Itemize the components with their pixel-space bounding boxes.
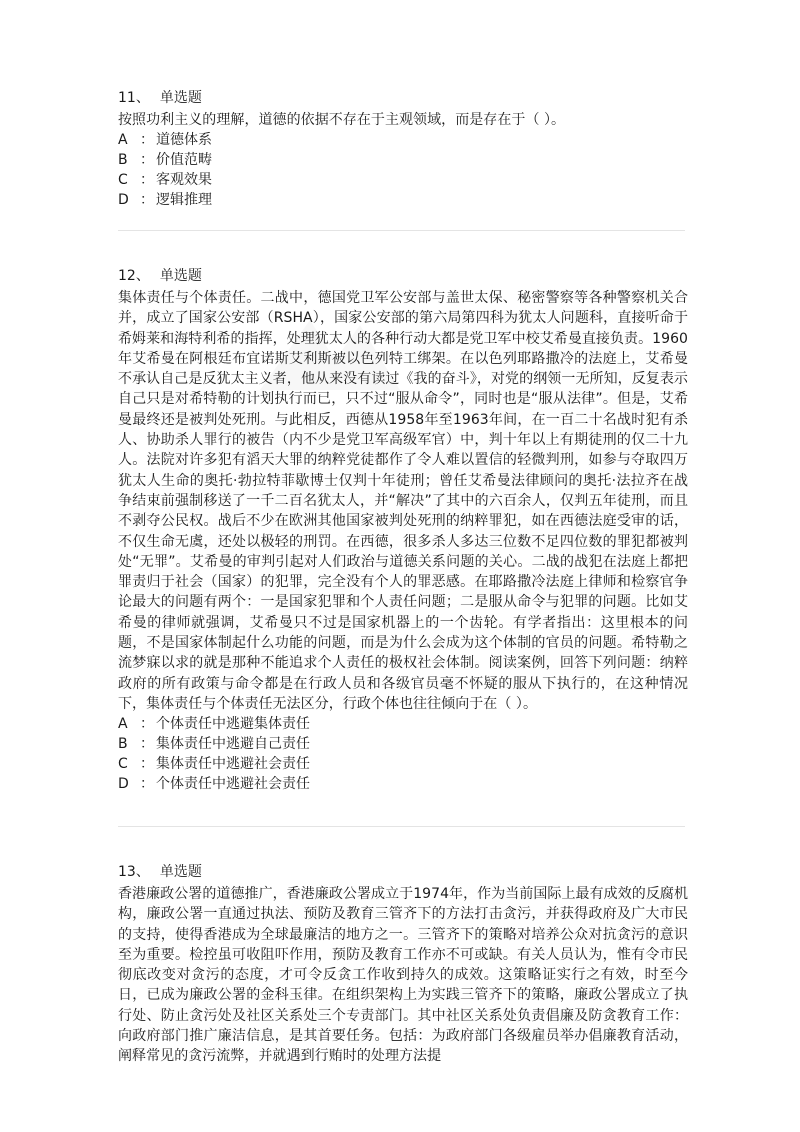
option-letter: C	[118, 756, 128, 773]
option-separator: ：	[140, 172, 154, 189]
option-text: 客观效果	[156, 172, 212, 189]
question-separator: 、	[135, 90, 150, 106]
option-separator: ：	[140, 756, 154, 773]
question-type: 单选题	[159, 268, 202, 284]
divider	[118, 826, 685, 827]
options-list	[118, 714, 688, 794]
option-letter: D	[118, 776, 129, 793]
option-separator: ：	[140, 152, 154, 169]
question-11	[118, 88, 688, 210]
option-text: 道德体系	[156, 132, 212, 149]
option-letter: D	[118, 192, 129, 209]
option-separator: ：	[140, 192, 154, 209]
question-header	[118, 862, 688, 882]
option-separator: ：	[140, 716, 154, 733]
question-stem: 按照功利主义的理解，道德的依据不存在于主观领域，而是存在于（ ）。	[118, 112, 566, 128]
option-separator: ：	[140, 132, 154, 149]
option-a[interactable]	[118, 714, 688, 734]
option-text: 个体责任中逃避社会责任	[156, 776, 310, 793]
question-stem: 集体责任与个体责任。二战中，德国党卫军公安部与盖世太保、秘密警察等各种警察机关合并，成立了国家公安部（RSHA），国家公安部的第六局第四科为犹太人问题科，直接听命于希姆莱和海特利希的指挥，处理犹太人的各种行动大都是党卫军中校艾希曼直接负责。1960年艾希曼在阿根廷布宜诺斯艾利斯被以色列特工绑架。在以色列耶路撒冷的法庭上，艾希曼不承认自己是反犹太主义者，他从来没有读过《我的奋斗》，对党的纲领一无所知，反复表示自己只是对希特勒的计划执行而已，只不过“服从命令”，同时也是“服从法律”。但是，艾希曼最终还是被判处死刑。与此相反，西德从1958年至1963年间，在一百二十名战时犯有杀人、协助杀人罪行的被告（内不少是党卫军高级军官）中，判十年以上有期徒刑的仅二十九人。法院对许多犯有滔天大罪的纳粹党徒都作了令人难以置信的轻微判刑，如参与夺取四万犹太人生命的奥托·勃拉特菲歇博士仅判十年徒刑；曾任艾希曼法律顾问的奥托·法拉齐在战争结束前强制移送了一千二百名犹太人，并“解决”了其中的六百余人，仅判五年徒刑，而且不剥夺公民权。战后不少在欧洲其他国家被判处死刑的纳粹罪犯，如在西德法庭受审的话，不仅生命无虞，还处以极轻的刑罚。在西德，很多杀人多达三位数不足四位数的罪犯都被判处“无罪”。艾希曼的审判引起对人们政治与道德关系问题的关心。二战的战犯在法庭上都把罪责归于社会（国家）的犯罪，完全没有个人的罪恶感。在耶路撒冷法庭上律师和检察官争论最大的问题有两个：一是国家犯罪和个人责任问题；二是服从命令与犯罪的问题。比如艾希曼的律师就强调，艾希曼只不过是国家机器上的一个齿轮。有学者指出：这里根本的问题，不是国家体制起什么功能的问题，而是为什么会成为这个体制的官员的问题。希特勒之流梦寐以求的就是那种不能追求个人责任的极权社会体制。阅读案例，回答下列问题：纳粹政府的所有政策与命令都是在行政人员和各级官员毫不怀疑的服从下执行的，在这种情况下，集体责任与个体责任无法区分，行政个体也往往倾向于在（ ）。	[118, 290, 688, 712]
option-text: 集体责任中逃避自己责任	[156, 736, 310, 753]
option-letter: B	[118, 736, 128, 753]
options-list	[118, 130, 688, 210]
question-number: 13	[118, 864, 136, 880]
option-separator: ：	[140, 736, 154, 753]
option-separator: ：	[140, 776, 154, 793]
question-number: 11	[118, 90, 136, 106]
question-13	[118, 862, 688, 1067]
option-text: 集体责任中逃避社会责任	[156, 756, 310, 773]
question-separator: 、	[135, 268, 150, 284]
question-stem: 香港廉政公署的道德推广，香港廉政公署成立于1974年，作为当前国际上最有成效的反腐机构，廉政公署一直通过执法、预防及教育三管齐下的方法打击贪污，并获得政府及广大市民的支持，使得香港成为全球最廉洁的地方之一。三管齐下的策略对培养公众对抗贪污的意识至为重要。检控虽可收阻吓作用，预防及教育工作亦不可或缺。有关人员认为，惟有令市民彻底改变对贪污的态度，才可令反贪工作收到持久的成效。这策略证实行之有效，时至今日，已成为廉政公署的金科玉律。在组织架构上为实践三管齐下的策略，廉政公署成立了执行处、防止贪污处及社区关系处三个专责部门。其中社区关系处负责倡廉及防贪教育工作：向政府部门推广廉洁信息，是其首要任务。包括：为政府部门各级雇员举办倡廉教育活动，阐释常见的贪污流弊，并就遇到行贿时的处理方法提	[118, 886, 688, 1065]
question-number: 12	[118, 268, 136, 284]
question-type: 单选题	[159, 864, 202, 880]
option-d[interactable]	[118, 774, 688, 794]
option-b[interactable]	[118, 150, 688, 170]
option-letter: A	[118, 132, 128, 149]
option-c[interactable]	[118, 754, 688, 774]
option-letter: B	[118, 152, 128, 169]
question-header	[118, 88, 688, 108]
option-c[interactable]	[118, 170, 688, 190]
question-type: 单选题	[159, 90, 202, 106]
question-separator: 、	[135, 864, 150, 880]
option-a[interactable]	[118, 130, 688, 150]
option-text: 价值范畴	[156, 152, 212, 169]
divider	[118, 230, 685, 231]
option-letter: A	[118, 716, 128, 733]
option-text: 个体责任中逃避集体责任	[156, 716, 310, 733]
option-b[interactable]	[118, 734, 688, 754]
option-letter: C	[118, 172, 128, 189]
question-12	[118, 266, 688, 794]
question-header	[118, 266, 688, 286]
option-d[interactable]	[118, 190, 688, 210]
option-text: 逻辑推理	[156, 192, 212, 209]
